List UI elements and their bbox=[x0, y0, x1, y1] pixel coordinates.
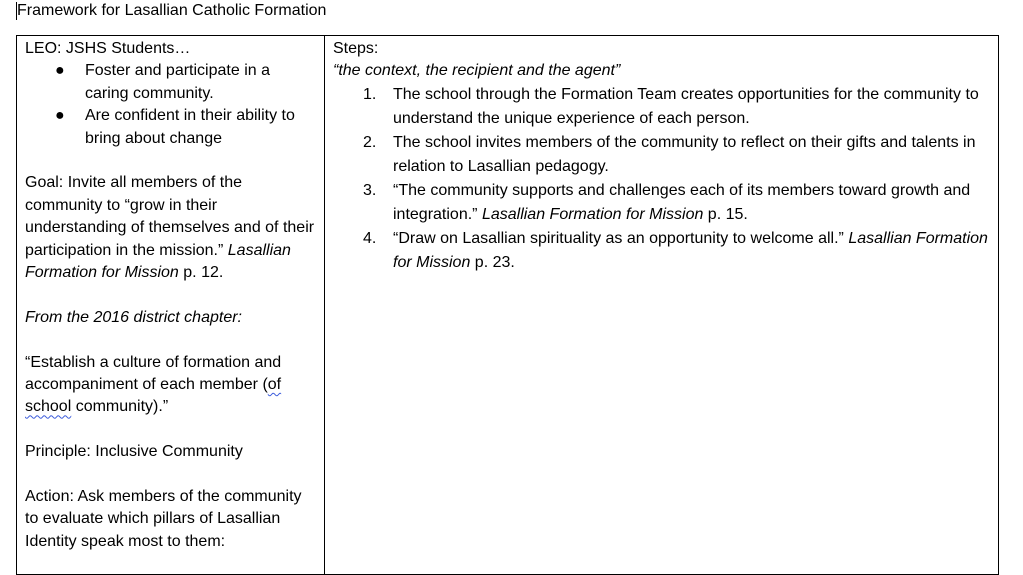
step-source-page: p. 15. bbox=[703, 205, 748, 223]
spelling-flag[interactable]: of bbox=[267, 376, 282, 394]
action-text: Action: Ask members of the community to evaluate which pillars of Lasallian Identity speak most to them: bbox=[25, 488, 302, 550]
step-text: “The community supports and challenges each of its members toward growth and integration.” bbox=[393, 181, 971, 223]
chapter-heading: From the 2016 district chapter: bbox=[25, 308, 242, 326]
chapter-quote: “Establish a culture of formation and accompaniment of each member (of school community).” bbox=[25, 353, 282, 416]
leo-list bbox=[25, 60, 317, 150]
goal-paragraph bbox=[25, 172, 317, 284]
step-source-title: Lasallian Formation for Mission bbox=[393, 229, 988, 271]
bullet-icon: ● bbox=[55, 107, 65, 125]
leo-heading: LEO: JSHS Students… bbox=[25, 40, 191, 57]
left-column-cell[interactable] bbox=[25, 38, 317, 553]
step-text: “Draw on Lasallian spirituality as an opportunity to welcome all.” bbox=[393, 229, 849, 247]
step-number: 2. bbox=[363, 133, 377, 151]
document-title[interactable]: Framework for Lasallian Catholic Formation bbox=[17, 2, 327, 19]
bullet-icon: ● bbox=[55, 62, 65, 80]
step-number: 4. bbox=[363, 229, 377, 247]
goal-source-page: p. 12. bbox=[178, 264, 224, 282]
leo-item-text: Foster and participate in a caring community. bbox=[85, 62, 270, 102]
leo-item-text: Are confident in their ability to bring about change bbox=[85, 107, 295, 147]
framework-table bbox=[16, 35, 999, 575]
steps-list bbox=[333, 83, 993, 275]
steps-subheading: “the context, the recipient and the agent” bbox=[333, 62, 621, 80]
step-source-page: p. 23. bbox=[470, 253, 515, 271]
step-number: 1. bbox=[363, 85, 377, 103]
step-item bbox=[333, 227, 993, 275]
step-item bbox=[333, 131, 993, 179]
leo-list-item bbox=[25, 105, 317, 150]
spelling-flag[interactable]: school bbox=[25, 398, 72, 416]
goal-source-title: Lasallian Formation for Mission bbox=[25, 241, 291, 282]
column-divider bbox=[324, 36, 325, 574]
step-item bbox=[333, 179, 993, 227]
step-number: 3. bbox=[363, 181, 377, 199]
steps-heading: Steps: bbox=[333, 40, 379, 57]
principle-text: Principle: Inclusive Community bbox=[25, 443, 243, 461]
step-text: The school through the Formation Team creates opportunities for the community to understand the unique experience of each person. bbox=[393, 85, 979, 127]
goal-text: Goal: Invite all members of the community to “grow in their understanding of themselves and of their participation in the mission.” bbox=[25, 174, 315, 259]
step-text: The school invites members of the community to reflect on their gifts and talents in relation to Lasallian pedagogy. bbox=[393, 133, 976, 175]
right-column-cell[interactable] bbox=[333, 38, 993, 275]
step-source-title: Lasallian Formation for Mission bbox=[481, 205, 704, 223]
leo-list-item bbox=[25, 60, 317, 105]
step-item bbox=[333, 83, 993, 131]
